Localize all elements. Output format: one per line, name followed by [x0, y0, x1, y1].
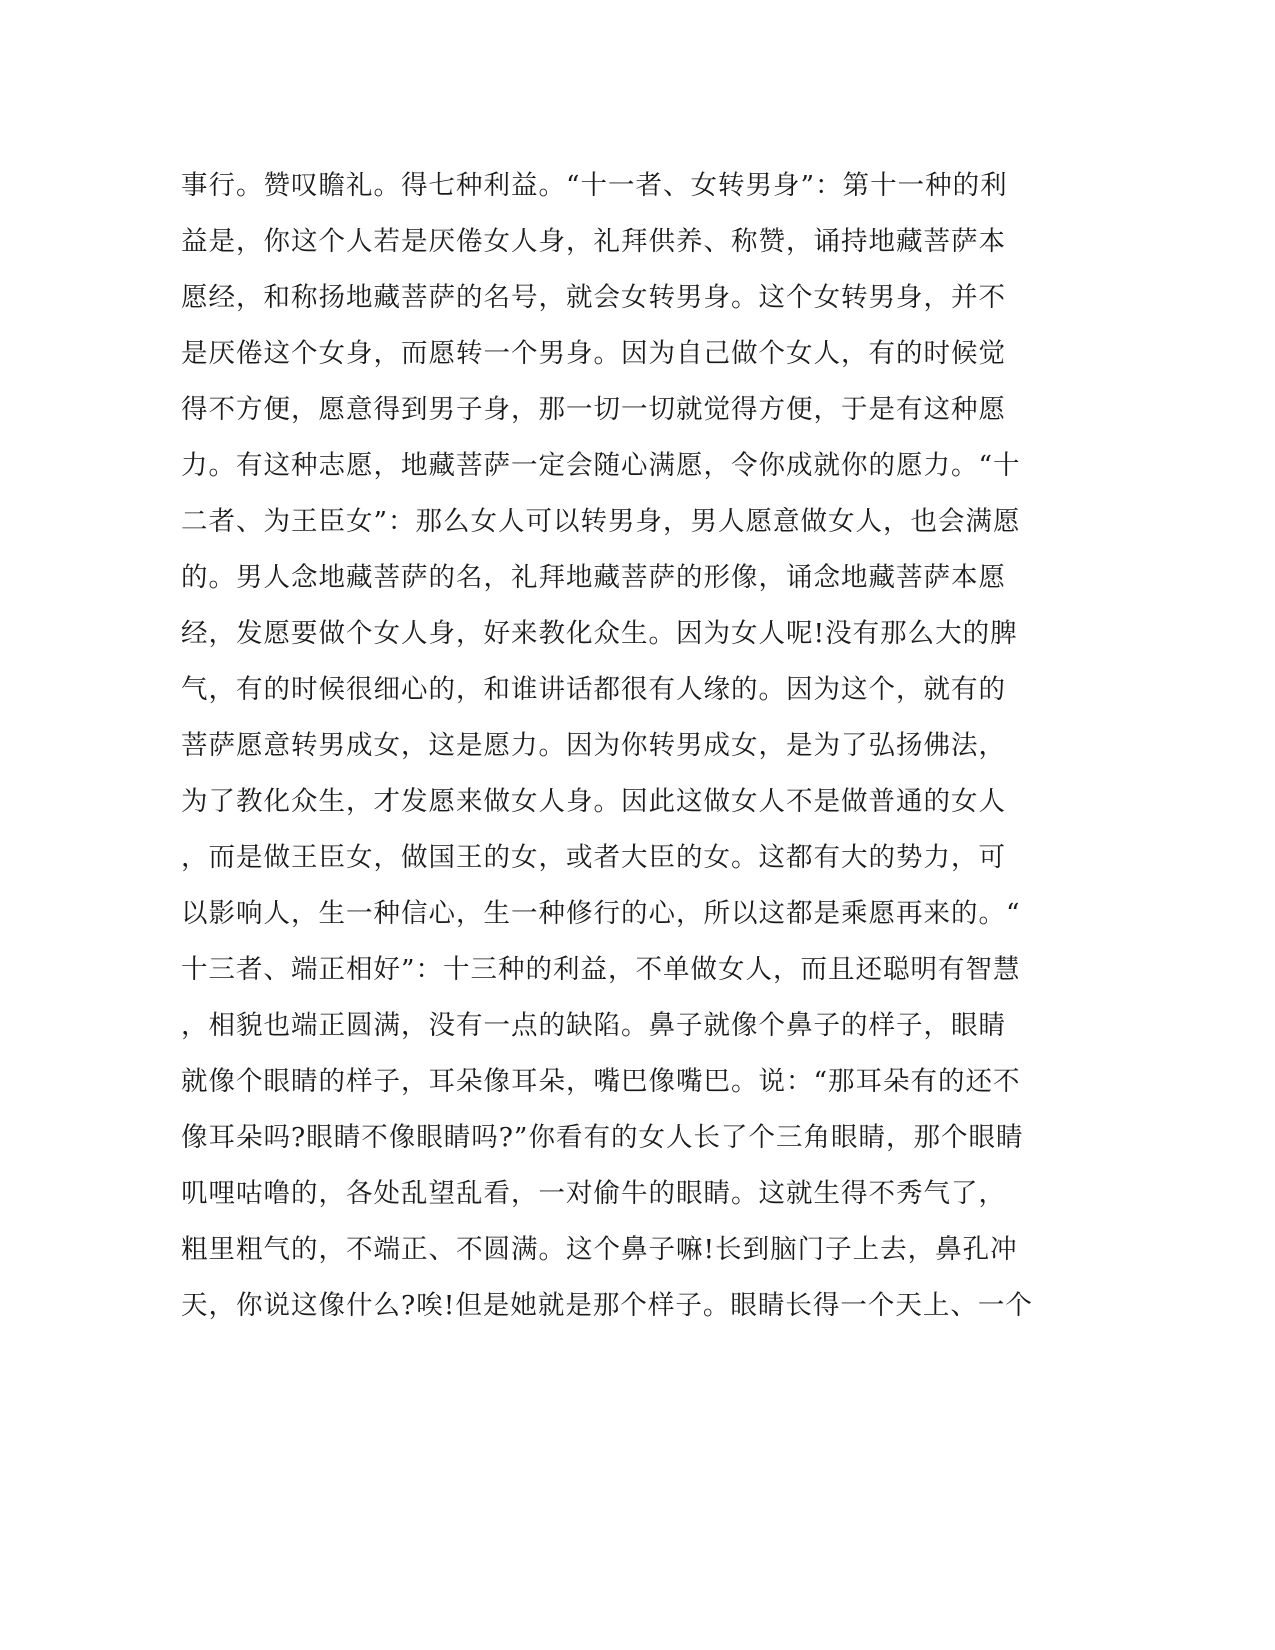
text-line: ，相貌也端正圆满，没有一点的缺陷。鼻子就像个鼻子的样子，眼睛 — [181, 1010, 1006, 1041]
text-line: 气，有的时候很细心的，和谁讲话都很有人缘的。因为这个，就有的 — [181, 674, 1006, 705]
text-line: 天，你说这像什么?唉!但是她就是那个样子。眼睛长得一个天上、一个 — [181, 1290, 1033, 1321]
text-line: 事行。赞叹瞻礼。得七种利益。“十一者、女转男身”：第十一种的利 — [181, 170, 1008, 201]
text-line: 是厌倦这个女身，而愿转一个男身。因为自己做个女人，有的时候觉 — [181, 338, 1006, 369]
body-text — [181, 158, 1081, 1334]
text-line: 的。男人念地藏菩萨的名，礼拜地藏菩萨的形像，诵念地藏菩萨本愿 — [181, 562, 1006, 593]
text-line: 像耳朵吗?眼睛不像眼睛吗?”你看有的女人长了个三角眼睛，那个眼睛 — [181, 1122, 1024, 1153]
text-line: 十三者、端正相好”：十三种的利益，不单做女人，而且还聪明有智慧 — [181, 954, 1021, 985]
text-line: 得不方便，愿意得到男子身，那一切一切就觉得方便，于是有这种愿 — [181, 394, 1006, 425]
text-line: 愿经，和称扬地藏菩萨的名号，就会女转男身。这个女转男身，并不 — [181, 282, 1006, 313]
text-line: ，而是做王臣女，做国王的女，或者大臣的女。这都有大的势力，可 — [181, 842, 1006, 873]
text-line: 以影响人，生一种信心，生一种修行的心，所以这都是乘愿再来的。“ — [181, 898, 1021, 929]
text-line: 益是，你这个人若是厌倦女人身，礼拜供养、称赞，诵持地藏菩萨本 — [181, 226, 1006, 257]
text-line: 二者、为王臣女”：那么女人可以转男身，男人愿意做女人，也会满愿 — [181, 506, 1021, 537]
text-line: 粗里粗气的，不端正、不圆满。这个鼻子嘛!长到脑门子上去，鼻孔冲 — [181, 1234, 1018, 1265]
text-line: 力。有这种志愿，地藏菩萨一定会随心满愿，令你成就你的愿力。“十 — [181, 450, 1021, 481]
text-line: 菩萨愿意转男成女，这是愿力。因为你转男成女，是为了弘扬佛法， — [181, 730, 1006, 761]
text-line: 就像个眼睛的样子，耳朵像耳朵，嘴巴像嘴巴。说：“那耳朵有的还不 — [181, 1066, 1021, 1097]
text-line: 叽哩咕噜的，各处乱望乱看，一对偷牛的眼睛。这就生得不秀气了， — [181, 1178, 1006, 1209]
text-line: 为了教化众生，才发愿来做女人身。因此这做女人不是做普通的女人 — [181, 786, 1006, 817]
text-line: 经，发愿要做个女人身，好来教化众生。因为女人呢!没有那么大的脾 — [181, 618, 1018, 649]
